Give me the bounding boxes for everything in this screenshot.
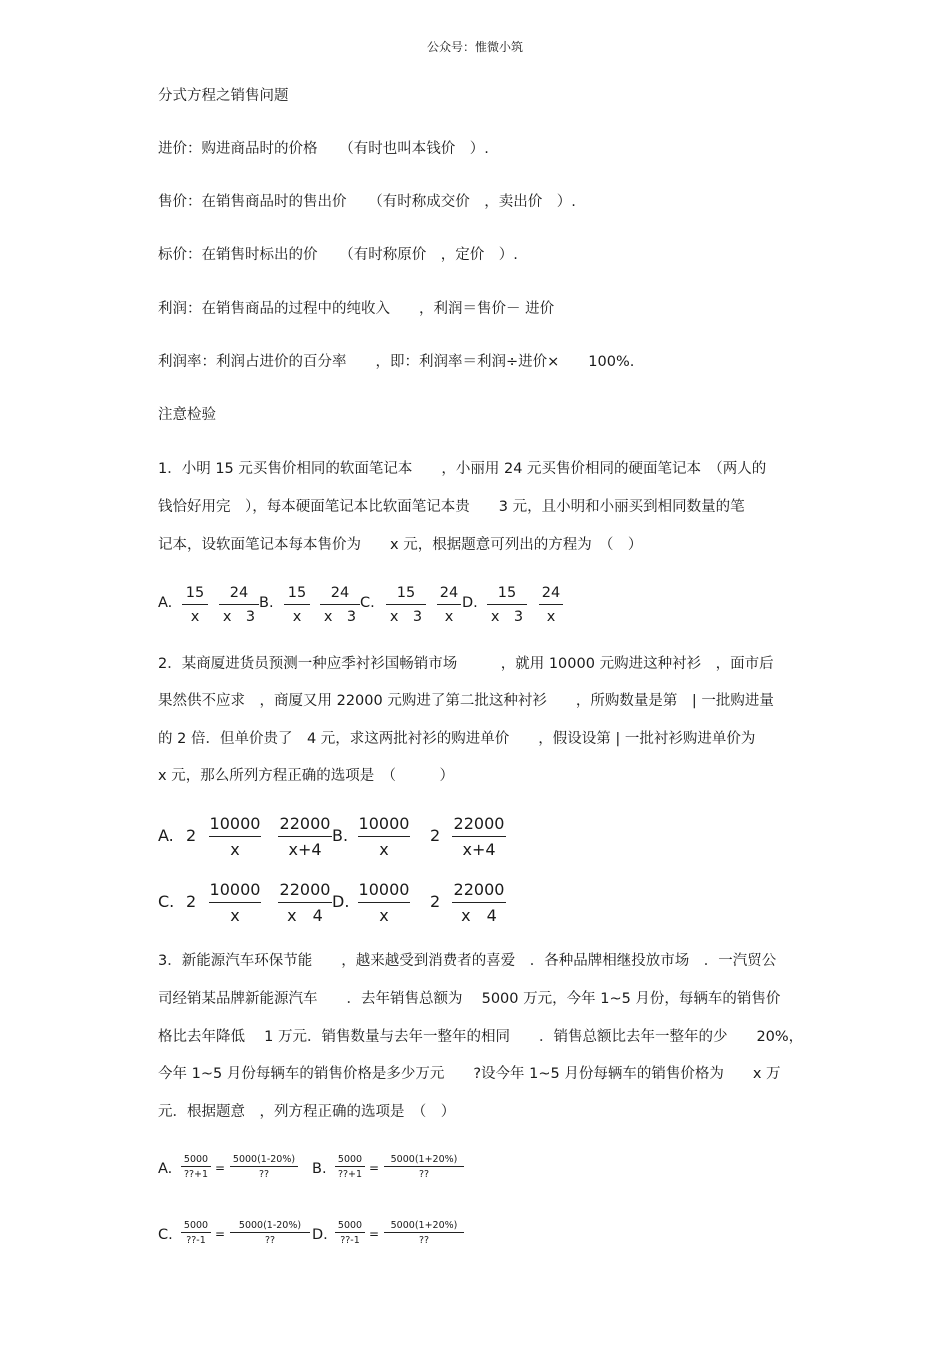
q1-option-a-label: A. <box>158 595 173 611</box>
q3-option-a-fraction-2: 5000(1-20%) ?? <box>230 1154 298 1180</box>
q3-option-c-equals: = <box>215 1227 226 1241</box>
q3-line-2: 司经销某品牌新能源汽车 ．去年销售总额为 5000 万元，今年 1~5 月份，每辆车的销售价 <box>158 991 781 1007</box>
q2-line-3: 的 2 倍．但单价贵了 4 元，求这两批衬衫的购进单价 ，假设设第 | 一批衬衫购进单价为 <box>158 731 756 747</box>
q3-option-b-label: B. <box>312 1161 327 1177</box>
q2-option-d-fraction-2: 22000 x 4 <box>453 880 505 925</box>
q2-option-c-fraction-2: 22000 x 4 <box>279 880 331 925</box>
q3-line-5: 元．根据题意 ，列方程正确的选项是 （ ） <box>158 1104 456 1120</box>
q1-option-c-fraction-2: 24 x <box>437 584 461 626</box>
q3-line-4: 今年 1~5 月份每辆车的销售价格是多少万元 ?设今年 1~5 月份每辆车的销售价格为 x 万 <box>158 1066 781 1082</box>
definition-profit: 利润：在销售商品的过程中的纯收入 ，利润＝售价－ 进价 <box>158 301 555 317</box>
definition-marked-price: 标价：在销售时标出的价 （有时称原价 ，定价 ）. <box>158 247 518 263</box>
q3-option-a-fraction-1: 5000 ??+1 <box>181 1154 211 1180</box>
q3-option-c-fraction-1: 5000 ??-1 <box>181 1220 211 1246</box>
note-check: 注意检验 <box>158 407 216 423</box>
q3-option-d-equals: = <box>369 1227 380 1241</box>
q2-option-d-label: D. <box>332 892 350 911</box>
q2-line-1: 2．某商厦进货员预测一种应季衬衫国畅销市场 ，就用 10000 元购进这种衬衫 ，面市后 <box>158 656 774 672</box>
q2-option-c-fraction-1: 10000 x <box>209 880 261 925</box>
q3-option-a-label: A. <box>158 1161 173 1177</box>
q1-option-d-fraction-1: 15 x 3 <box>487 584 527 626</box>
q2-option-c-label: C. <box>158 892 175 911</box>
q1-line-3: 记本，设软面笔记本每本售价为 x 元，根据题意可列出的方程为 （ ） <box>158 537 643 553</box>
q3-option-b-fraction-1: 5000 ??+1 <box>335 1154 365 1180</box>
q1-option-c-fraction-1: 15 x 3 <box>386 584 426 626</box>
page-title: 分式方程之销售问题 <box>158 88 289 104</box>
q3-option-d-fraction-1: 5000 ??-1 <box>335 1220 365 1246</box>
q3-option-d-fraction-2: 5000(1+20%) ?? <box>384 1220 464 1246</box>
q1-line-2: 钱恰好用完 ），每本硬面笔记本比软面笔记本贵 3 元，且小明和小丽买到相同数量的笔 <box>158 499 745 515</box>
q2-option-a-coefficient: 2 <box>186 826 197 845</box>
q1-option-d-label: D. <box>462 595 478 611</box>
q3-option-b-fraction-2: 5000(1+20%) ?? <box>384 1154 464 1180</box>
page-header: 公众号：惟微小筑 <box>426 40 523 54</box>
q3-option-c-fraction-2: 5000(1-20%) ?? <box>230 1220 310 1246</box>
q2-option-d-fraction-1: 10000 x <box>358 880 410 925</box>
q2-option-b-fraction-2: 22000 x+4 <box>453 814 505 859</box>
definition-profit-rate: 利润率：利润占进价的百分率 ，即：利润率＝利润÷进价× 100%. <box>158 354 635 370</box>
q3-line-3: 格比去年降低 1 万元．销售数量与去年一整年的相同 ．销售总额比去年一整年的少 20%， <box>158 1029 804 1045</box>
q1-option-a-fraction-2: 24 x 3 <box>219 584 259 626</box>
q2-option-b-fraction-1: 10000 x <box>358 814 410 859</box>
q2-option-c-coefficient: 2 <box>186 892 197 911</box>
q2-option-a-fraction-2: 22000 x+4 <box>279 814 331 859</box>
q2-option-a-fraction-1: 10000 x <box>209 814 261 859</box>
q1-option-b-fraction-1: 15 x <box>284 584 310 626</box>
definition-selling-price: 售价：在销售商品时的售出价 （有时称成交价 ，卖出价 ）. <box>158 194 576 210</box>
q3-option-a-equals: = <box>215 1161 226 1175</box>
q2-line-4: x 元，那么所列方程正确的选项是 （ ） <box>158 768 454 784</box>
q1-option-b-label: B. <box>259 595 274 611</box>
q2-option-a-label: A. <box>158 826 174 845</box>
q2-line-2: 果然供不应求 ，商厦又用 22000 元购进了第二批这种衬衫 ，所购数量是第 | 一批购进量 <box>158 693 774 709</box>
q1-option-a-fraction-1: 15 x <box>182 584 208 626</box>
q3-option-b-equals: = <box>369 1161 380 1175</box>
q1-option-b-fraction-2: 24 x 3 <box>320 584 360 626</box>
definition-cost-price: 进价：购进商品时的价格 （有时也叫本钱价 ）. <box>158 141 489 157</box>
q3-option-c-label: C. <box>158 1227 173 1243</box>
q2-option-b-coefficient: 2 <box>430 826 441 845</box>
q1-line-1: 1．小明 15 元买售价相同的软面笔记本 ，小丽用 24 元买售价相同的硬面笔记本 （两人的 <box>158 461 767 477</box>
q1-option-c-label: C. <box>360 595 375 611</box>
q1-option-d-fraction-2: 24 x <box>539 584 563 626</box>
q2-option-b-label: B. <box>332 826 349 845</box>
q3-line-1: 3．新能源汽车环保节能 ，越来越受到消费者的喜爱 ．各种品牌相继投放市场 ．一汽贸公 <box>158 953 777 969</box>
q2-option-d-coefficient: 2 <box>430 892 441 911</box>
q3-option-d-label: D. <box>312 1227 328 1243</box>
